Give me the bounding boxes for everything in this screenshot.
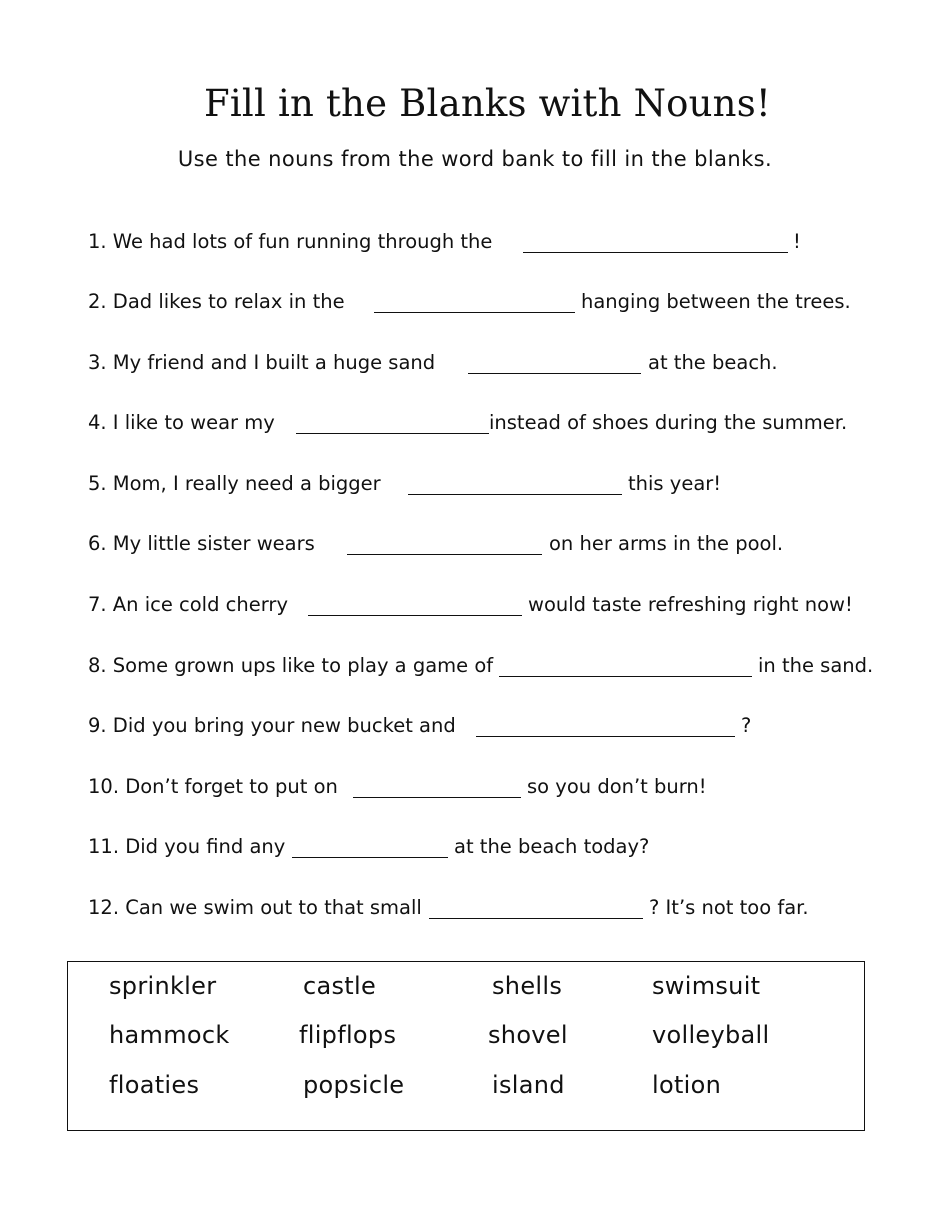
- question-text-before: 3. My friend and I built a huge sand: [88, 351, 436, 374]
- word-bank-item: sprinkler: [109, 972, 217, 1000]
- word-bank-item: lotion: [652, 1071, 722, 1099]
- answer-blank-2[interactable]: [374, 312, 575, 313]
- question-text-before: 1. We had lots of fun running through the: [88, 230, 493, 253]
- answer-blank-11[interactable]: [292, 857, 448, 858]
- question-text-after: !: [793, 230, 801, 253]
- word-bank-item: floaties: [109, 1071, 200, 1099]
- question-text-before: 6. My little sister wears: [88, 532, 315, 555]
- question-text-before: 11. Did you find any: [88, 835, 286, 858]
- word-bank-item: castle: [303, 972, 377, 1000]
- answer-blank-9[interactable]: [476, 736, 735, 737]
- word-bank-item: volleyball: [652, 1021, 770, 1049]
- question-text-after: ?: [741, 714, 752, 737]
- question-text-after: would taste refreshing right now!: [528, 593, 853, 616]
- word-bank-item: hammock: [109, 1021, 230, 1049]
- answer-blank-3[interactable]: [468, 373, 641, 374]
- question-text-after: on her arms in the pool.: [549, 532, 784, 555]
- question-text-before: 7. An ice cold cherry: [88, 593, 288, 616]
- question-text-before: 5. Mom, I really need a bigger: [88, 472, 381, 495]
- question-text-before: 2. Dad likes to relax in the: [88, 290, 345, 313]
- answer-blank-8[interactable]: [499, 676, 752, 677]
- answer-blank-7[interactable]: [308, 615, 522, 616]
- instructions: Use the nouns from the word bank to fill in the blanks.: [177, 147, 773, 171]
- question-text-after: this year!: [628, 472, 722, 495]
- question-text-after: hanging between the trees.: [581, 290, 851, 313]
- question-text-before: 4. I like to wear my: [88, 411, 275, 434]
- word-bank: [67, 961, 865, 1131]
- question-text-after: at the beach.: [648, 351, 778, 374]
- answer-blank-6[interactable]: [347, 554, 542, 555]
- answer-blank-1[interactable]: [523, 252, 788, 253]
- word-bank-item: island: [492, 1071, 565, 1099]
- word-bank-item: shovel: [488, 1021, 568, 1049]
- question-text-after: ? It’s not too far.: [649, 896, 809, 919]
- question-text-before: 12. Can we swim out to that small: [88, 896, 422, 919]
- word-bank-item: shells: [492, 972, 563, 1000]
- question-text-after: so you don’t burn!: [527, 775, 707, 798]
- answer-blank-10[interactable]: [353, 797, 521, 798]
- answer-blank-4[interactable]: [296, 433, 489, 434]
- question-text-before: 10. Don’t forget to put on: [88, 775, 338, 798]
- question-text-before: 9. Did you bring your new bucket and: [88, 714, 456, 737]
- answer-blank-5[interactable]: [408, 494, 622, 495]
- question-text-before: 8. Some grown ups like to play a game of: [88, 654, 494, 677]
- worksheet-title: Fill in the Blanks with Nouns!: [204, 82, 771, 125]
- word-bank-item: swimsuit: [652, 972, 761, 1000]
- word-bank-item: flipflops: [299, 1021, 397, 1049]
- answer-blank-12[interactable]: [429, 918, 643, 919]
- question-text-after: instead of shoes during the summer.: [489, 411, 848, 434]
- word-bank-item: popsicle: [303, 1071, 405, 1099]
- question-text-after: at the beach today?: [454, 835, 650, 858]
- question-text-after: in the sand.: [758, 654, 874, 677]
